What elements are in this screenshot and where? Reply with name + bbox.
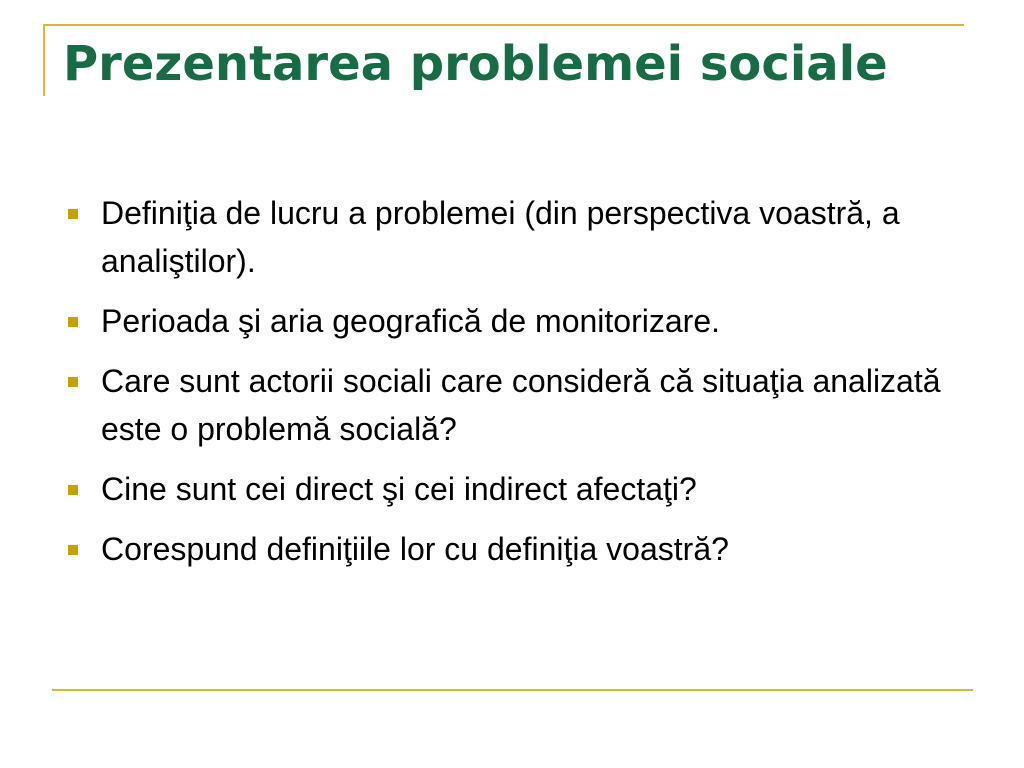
slide-left-border — [43, 24, 45, 96]
bullet-item-affected-groups — [60, 465, 960, 513]
square-bullet-icon — [68, 485, 78, 495]
slide-top-border — [43, 24, 964, 26]
square-bullet-icon — [68, 209, 78, 219]
bullet-text: Definiţia de lucru a problemei (din perspectiva voastră, a analiştilor). — [101, 195, 900, 279]
square-bullet-icon — [68, 377, 78, 387]
bullet-item-social-actors — [60, 357, 960, 453]
bullet-text: Perioada şi aria geografică de monitorizare. — [101, 303, 720, 339]
bullet-text: Corespund definiţiile lor cu definiţia voastră? — [101, 531, 729, 567]
square-bullet-icon — [68, 545, 78, 555]
square-bullet-icon — [68, 317, 78, 327]
bullet-item-monitoring-period — [60, 297, 960, 345]
slide-bottom-border — [52, 689, 973, 691]
bullet-item-definition-comparison — [60, 525, 960, 573]
bullet-text: Care sunt actorii sociali care consideră că situaţia analizată este o problemă socială? — [101, 363, 941, 447]
slide-title: Prezentarea problemei sociale — [63, 36, 888, 92]
bullet-item-working-definition — [60, 189, 960, 285]
bullet-list — [60, 189, 960, 585]
bullet-text: Cine sunt cei direct şi cei indirect afectaţi? — [101, 471, 697, 507]
